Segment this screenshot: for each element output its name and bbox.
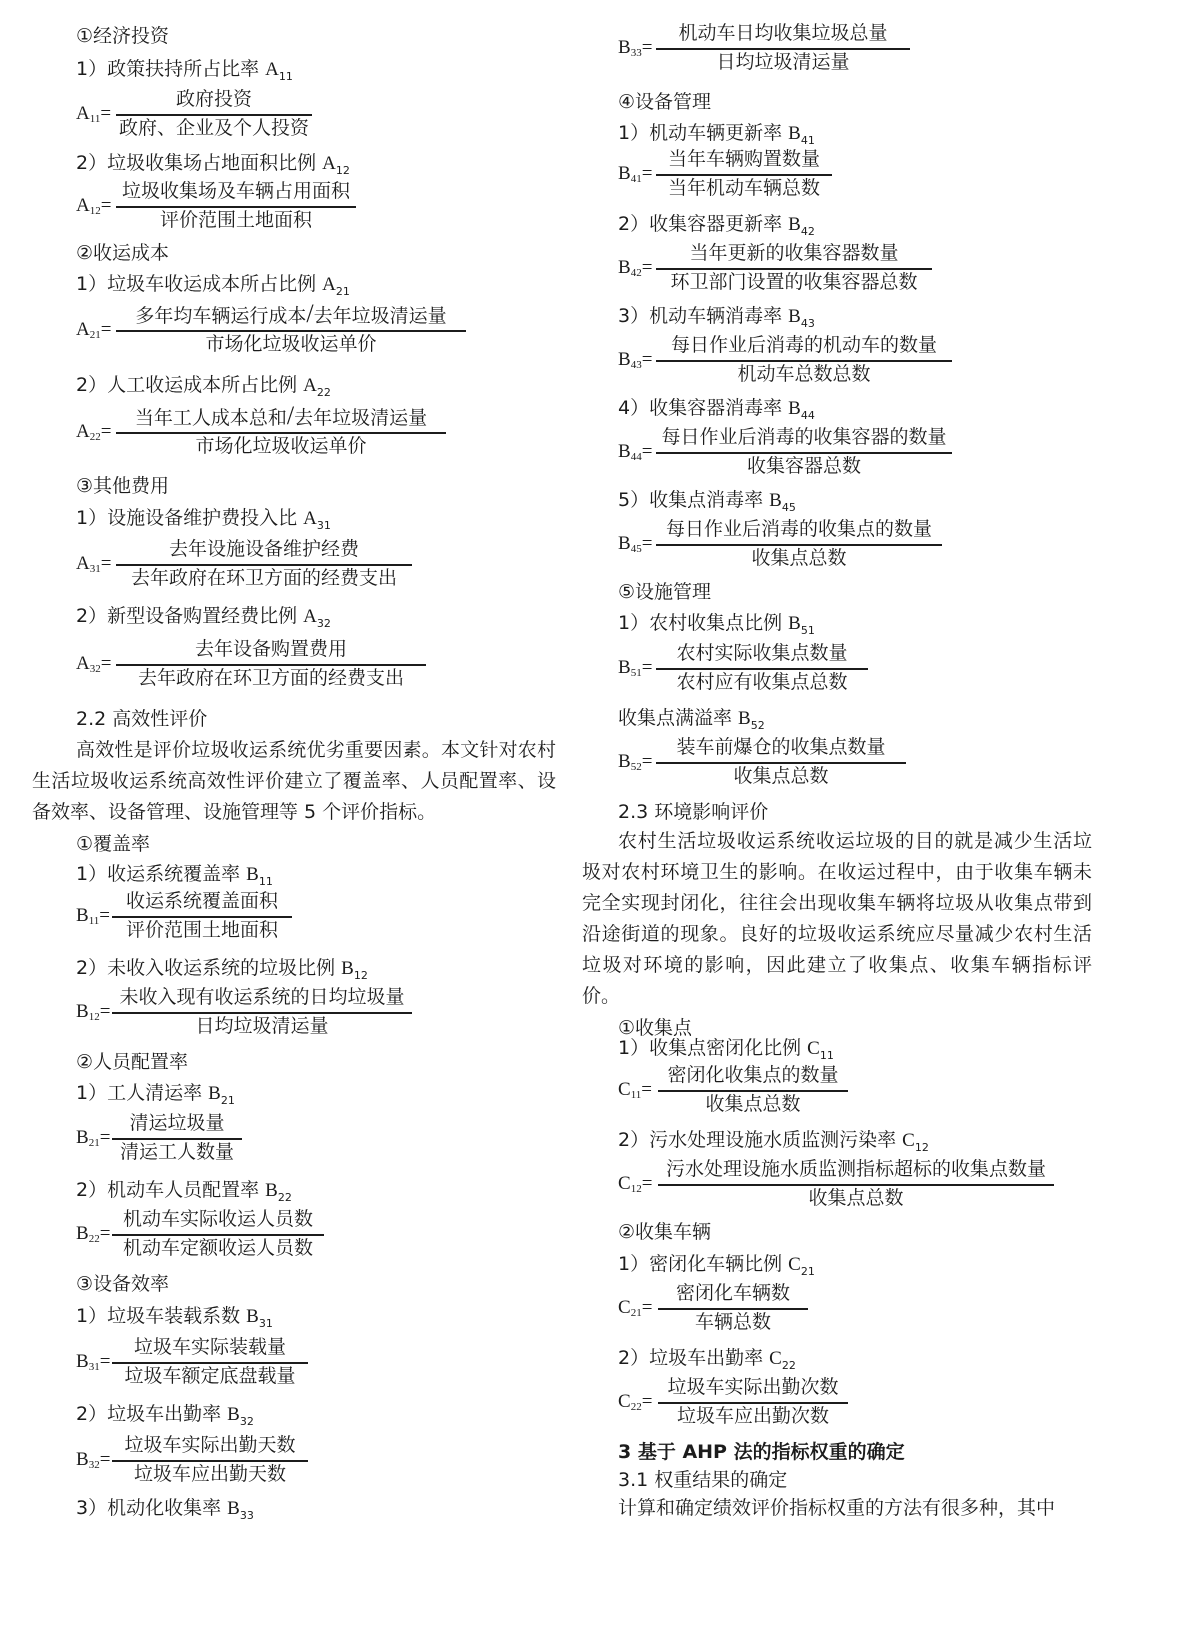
denominator: 收集点总数 <box>705 1094 801 1115</box>
denominator: 市场化垃圾收运单价 <box>195 436 367 457</box>
denominator: 垃圾车应出勤天数 <box>133 1464 286 1485</box>
item-b32: 2）垃圾车出勤率 $B_{32}$ <box>76 1403 254 1428</box>
formula-b52 <box>618 734 918 790</box>
formula-label: $B_{21}=$ <box>76 1127 111 1149</box>
formula-label: $B_{33}=$ <box>618 37 653 59</box>
numerator: 密闭化收集点的数量 <box>667 1065 839 1086</box>
formula-b32 <box>76 1432 316 1488</box>
formula-label: $A_{31}=$ <box>76 553 112 575</box>
fraction-bar <box>658 1184 1054 1186</box>
numerator-part-b: 去年垃圾清运量 <box>294 408 428 429</box>
formula-label: $B_{12}=$ <box>76 1001 111 1023</box>
formula-a12 <box>76 178 356 234</box>
fraction-bar <box>112 916 292 918</box>
numerator: 清运垃圾量 <box>129 1113 225 1134</box>
fraction-bar <box>656 174 832 176</box>
formula-c12 <box>618 1156 1058 1212</box>
section-title-2-2: 2.2 高效性评价 <box>76 708 208 730</box>
section-title-3-1: 3.1 权重结果的确定 <box>618 1469 788 1491</box>
fraction-bar <box>656 668 868 670</box>
numerator: 机动车实际收运人员数 <box>122 1209 313 1230</box>
formula-b11 <box>76 888 296 944</box>
denominator: 车辆总数 <box>694 1312 771 1333</box>
item-a12: 2）垃圾收集场占地面积比例 $A_{12}$ <box>76 152 350 177</box>
fraction-bar <box>112 1234 324 1236</box>
denominator: 当年机动车辆总数 <box>667 178 820 199</box>
heading-staffing: ②人员配置率 <box>76 1051 189 1073</box>
fraction-bar <box>112 1012 412 1014</box>
numerator: 每日作业后消毒的收集容器的数量 <box>661 427 947 448</box>
formula-label: $B_{11}=$ <box>76 905 110 927</box>
formula-label: $C_{11}=$ <box>618 1079 652 1101</box>
denominator: 评价范围土地面积 <box>159 210 312 231</box>
denominator: 垃圾车额定底盘载量 <box>124 1366 296 1387</box>
item-b41: 1）机动车辆更新率 $B_{41}$ <box>618 122 815 147</box>
formula-label: $B_{32}=$ <box>76 1449 111 1471</box>
fraction-bar <box>656 48 910 50</box>
denominator: 收集点总数 <box>751 548 847 569</box>
formula-c22 <box>618 1374 858 1430</box>
denominator: 政府、企业及个人投资 <box>118 118 309 139</box>
formula-b51 <box>618 640 878 696</box>
formula-a31 <box>76 536 416 592</box>
formula-label: $A_{32}=$ <box>76 653 112 675</box>
formula-a11 <box>76 86 316 142</box>
item-b33: 3）机动化收集率 $B_{33}$ <box>76 1497 254 1522</box>
fraction-bar <box>656 762 906 764</box>
item-c21: 1）密闭化车辆比例 $C_{21}$ <box>618 1253 815 1278</box>
item-b51: 1）农村收集点比例 $B_{51}$ <box>618 612 815 637</box>
numerator: 机动车日均收集垃圾总量 <box>678 23 888 44</box>
fraction-bar <box>116 330 466 332</box>
formula-b31 <box>76 1334 316 1390</box>
formula-label: $A_{22}=$ <box>76 421 112 443</box>
numerator: 垃圾车实际出勤次数 <box>667 1377 839 1398</box>
formula-b33 <box>618 20 918 76</box>
item-c22: 2）垃圾车出勤率 $C_{22}$ <box>618 1347 796 1372</box>
denominator: 日均垃圾清运量 <box>716 52 850 73</box>
numerator <box>116 401 446 431</box>
formula-label: $B_{51}=$ <box>618 657 653 679</box>
denominator: 收集点总数 <box>808 1188 904 1209</box>
item-a32: 2）新型设备购置经费比例 $A_{32}$ <box>76 605 331 630</box>
formula-b43 <box>618 332 958 388</box>
numerator-part-a: 当年工人成本总和 <box>134 408 287 429</box>
formula-label: $B_{41}=$ <box>618 163 653 185</box>
numerator: 装车前爆仓的收集点数量 <box>676 737 886 758</box>
fraction-bar <box>116 432 446 434</box>
item-b45: 5）收集点消毒率 $B_{45}$ <box>618 489 796 514</box>
fraction-bar <box>656 360 952 362</box>
formula-label: $B_{42}=$ <box>618 257 653 279</box>
denominator: 收集容器总数 <box>746 456 861 477</box>
denominator: 农村应有收集点总数 <box>676 672 848 693</box>
numerator: 密闭化车辆数 <box>675 1283 790 1304</box>
denominator: 机动车总数总数 <box>737 364 871 385</box>
formula-b21 <box>76 1110 256 1166</box>
formula-label: $B_{43}=$ <box>618 349 653 371</box>
numerator-part-b: 去年垃圾清运量 <box>313 306 447 327</box>
fraction-bar <box>656 268 932 270</box>
formula-b22 <box>76 1206 336 1262</box>
item-a31: 1）设施设备维护费投入比 $A_{31}$ <box>76 507 331 532</box>
fraction-bar <box>116 564 412 566</box>
item-b11: 1）收运系统覆盖率 $B_{11}$ <box>76 863 273 888</box>
item-b43: 3）机动车辆消毒率 $B_{43}$ <box>618 305 815 330</box>
fraction-bar <box>658 1308 808 1310</box>
item-b21: 1）工人清运率 $B_{21}$ <box>76 1082 235 1107</box>
item-b22: 2）机动车人员配置率 $B_{22}$ <box>76 1179 292 1204</box>
numerator-part-a: 多年均车辆运行成本 <box>135 306 307 327</box>
denominator: 去年政府在环卫方面的经费支出 <box>137 668 404 689</box>
formula-c11 <box>618 1062 858 1118</box>
item-b52: 收集点满溢率 $B_{52}$ <box>618 707 765 732</box>
numerator: 未收入现有收运系统的日均垃圾量 <box>119 987 405 1008</box>
item-b42: 2）收集容器更新率 $B_{42}$ <box>618 213 815 238</box>
denominator: 评价范围土地面积 <box>125 920 278 941</box>
numerator: 收运系统覆盖面积 <box>125 891 278 912</box>
numerator: 每日作业后消毒的收集点的数量 <box>665 519 932 540</box>
formula-a32 <box>76 636 436 692</box>
numerator: 垃圾收集场及车辆占用面积 <box>121 181 350 202</box>
heading-other-costs: ③其他费用 <box>76 475 170 497</box>
numerator: 每日作业后消毒的机动车的数量 <box>670 335 937 356</box>
formula-label: $B_{22}=$ <box>76 1223 111 1245</box>
formula-label: $C_{22}=$ <box>618 1391 653 1413</box>
item-c11: 1）收集点密闭化比例 $C_{11}$ <box>618 1037 834 1062</box>
denominator: 市场化垃圾收运单价 <box>205 334 377 355</box>
formula-label: $B_{52}=$ <box>618 751 653 773</box>
formula-b41 <box>618 146 838 202</box>
section-2-3-paragraph: 农村生活垃圾收运系统收运垃圾的目的就是减少生活垃圾对农村环境卫生的影响。在收运过程中，由于收集车辆未完全实现封闭化，往往会出现收集车辆将垃圾从收集点带到沿途街道的现象。良好的垃圾收运系统应尽量减少农村生活垃圾对环境的影响，因此建立了收集点、收集车辆指标评价。 <box>582 830 1092 1007</box>
formula-a21 <box>76 299 476 358</box>
denominator: 收集点总数 <box>733 766 829 787</box>
fraction-bar <box>112 1460 308 1462</box>
denominator: 清运工人数量 <box>119 1142 234 1163</box>
formula-label: $B_{44}=$ <box>618 441 653 463</box>
item-b31: 1）垃圾车装载系数 $B_{31}$ <box>76 1305 273 1330</box>
formula-label: $C_{12}=$ <box>618 1173 653 1195</box>
formula-b12 <box>76 984 416 1040</box>
denominator: 环卫部门设置的收集容器总数 <box>670 272 918 293</box>
heading-collection-points: ①收集点 <box>618 1017 693 1039</box>
section-2-2-paragraph: 高效性是评价垃圾收运系统优劣重要因素。本文针对农村生活垃圾收运系统高效性评价建立了覆盖率、人员配置率、设备效率、设备管理、设施管理等 5 个评价指标。 <box>32 739 556 823</box>
denominator: 去年政府在环卫方面的经费支出 <box>130 568 397 589</box>
formula-label: $A_{12}=$ <box>76 195 112 217</box>
item-a11: 1）政策扶持所占比率 $A_{11}$ <box>76 58 293 83</box>
section-title-2-3: 2.3 环境影响评价 <box>618 801 769 823</box>
numerator: 政府投资 <box>175 89 252 110</box>
formula-b42 <box>618 240 938 296</box>
fraction-bar <box>656 452 952 454</box>
numerator: 去年设施设备维护经费 <box>168 539 359 560</box>
item-b44: 4）收集容器消毒率 $B_{44}$ <box>618 397 815 422</box>
heading-economic-investment: ①经济投资 <box>76 25 170 47</box>
numerator: 垃圾车实际装载量 <box>133 1337 286 1358</box>
fraction-bar <box>116 114 312 116</box>
fraction-bar <box>658 1090 848 1092</box>
fraction-bar <box>112 1138 242 1140</box>
formula-label: $C_{21}=$ <box>618 1297 653 1319</box>
formula-a22 <box>76 401 456 460</box>
denominator: 日均垃圾清运量 <box>195 1016 329 1037</box>
heading-equipment-management: ④设备管理 <box>618 91 712 113</box>
numerator: 污水处理设施水质监测指标超标的收集点数量 <box>665 1159 1046 1180</box>
heading-collection-cost: ②收运成本 <box>76 242 170 264</box>
fraction-bar <box>112 1362 308 1364</box>
formula-label: $A_{11}=$ <box>76 103 112 125</box>
heading-collection-vehicles: ②收集车辆 <box>618 1221 712 1243</box>
formula-c21 <box>618 1280 818 1336</box>
fraction-bar <box>656 544 942 546</box>
numerator: 当年车辆购置数量 <box>667 149 820 170</box>
formula-label: $B_{31}=$ <box>76 1351 111 1373</box>
fraction-bar <box>116 664 426 666</box>
section-title-3: 3 基于 AHP 法的指标权重的确定 <box>618 1441 905 1463</box>
numerator: 农村实际收集点数量 <box>676 643 848 664</box>
section-3-1-paragraph: 计算和确定绩效评价指标权重的方法有很多种，其中 <box>618 1497 1056 1519</box>
denominator: 机动车定额收运人员数 <box>122 1238 313 1259</box>
formula-label: $A_{21}=$ <box>76 319 112 341</box>
numerator: 当年更新的收集容器数量 <box>689 243 899 264</box>
slash: / <box>286 401 295 430</box>
formula-b44 <box>618 424 958 480</box>
slash: / <box>306 299 314 328</box>
item-a22: 2）人工收运成本所占比例 $A_{22}$ <box>76 374 331 399</box>
item-c12: 2）污水处理设施水质监测污染率 $C_{12}$ <box>618 1129 929 1154</box>
formula-label: $B_{45}=$ <box>618 533 653 555</box>
item-a21: 1）垃圾车收运成本所占比例 $A_{21}$ <box>76 273 350 298</box>
heading-equipment-efficiency: ③设备效率 <box>76 1273 170 1295</box>
numerator: 垃圾车实际出勤天数 <box>124 1435 296 1456</box>
formula-b45 <box>618 516 948 572</box>
denominator: 垃圾车应出勤次数 <box>676 1406 829 1427</box>
fraction-bar <box>658 1402 848 1404</box>
heading-facility-management: ⑤设施管理 <box>618 581 712 603</box>
heading-coverage: ①覆盖率 <box>76 833 151 855</box>
item-b12: 2）未收入收运系统的垃圾比例 $B_{12}$ <box>76 957 368 982</box>
numerator <box>116 299 466 329</box>
numerator: 去年设备购置费用 <box>194 639 347 660</box>
fraction-bar <box>116 206 356 208</box>
